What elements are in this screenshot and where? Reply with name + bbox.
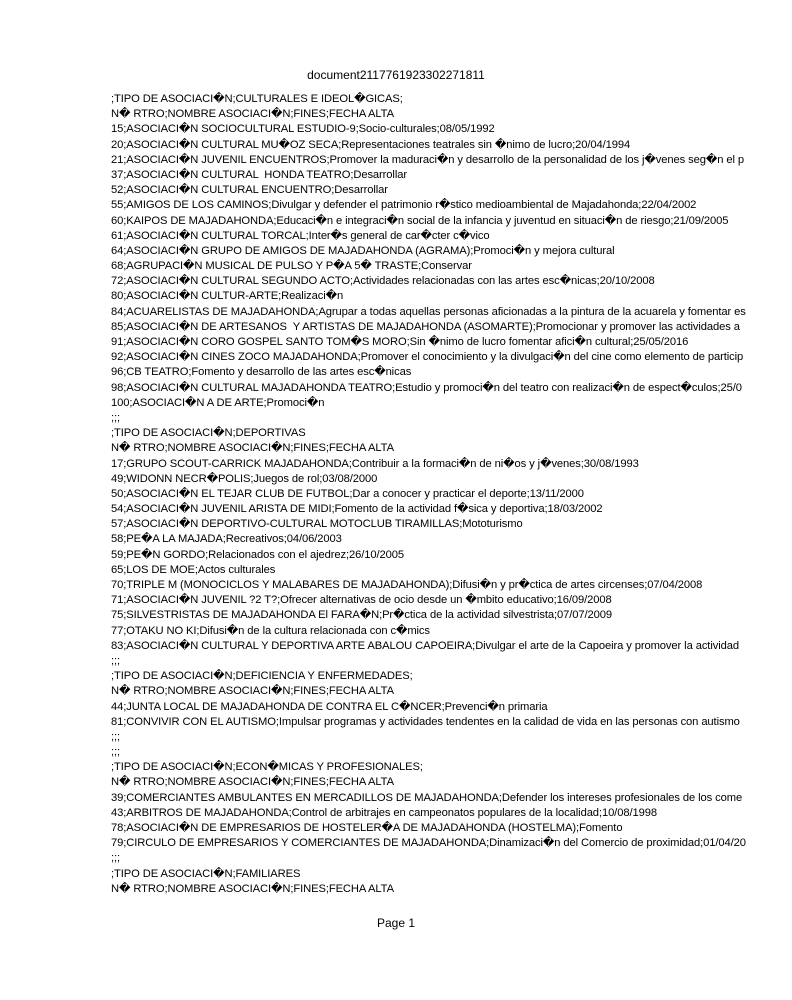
document-line: 71;ASOCIACI�N JUVENIL ?2 T?;Ofrecer alternativas de ocio desde un �mbito educativo;16/09/2008 — [111, 594, 612, 607]
document-line: ;;; — [111, 654, 121, 667]
document-line: 44;JUNTA LOCAL DE MAJADAHONDA DE CONTRA EL C�NCER;Prevenci�n primaria — [111, 700, 548, 713]
document-line: 70;TRIPLE M (MONOCICLOS Y MALABARES DE MAJADAHONDA);Difusi�n y pr�ctica de artes circenses;07/04/2008 — [111, 579, 703, 591]
document-line: N� RTRO;NOMBRE ASOCIACI�N;FINES;FECHA ALTA — [111, 882, 394, 895]
document-line: 39;COMERCIANTES AMBULANTES EN MERCADILLOS DE MAJADAHONDA;Defender los intereses profesionales de los come — [111, 791, 743, 804]
document-line: 54;ASOCIACI�N JUVENIL ARISTA DE MIDI;Fomento de la actividad f�sica y deportiva;18/03/2002 — [111, 503, 603, 516]
document-line: 77;OTAKU NO KI;Difusi�n de la cultura relacionada con c�mics — [111, 624, 430, 637]
document-line: 58;PE�A LA MAJADA;Recreativos;04/06/2003 — [111, 533, 342, 546]
document-line: 60;KAIPOS DE MAJADAHONDA;Educaci�n e integraci�n social de la infancia y juventud en situaci�n de riesgo;21/09/2005 — [111, 214, 729, 227]
document-line: 37;ASOCIACI�N CULTURAL HONDA TEATRO;Desarrollar — [111, 168, 407, 181]
document-line: 72;ASOCIACI�N CULTURAL SEGUNDO ACTO;Actividades relacionadas con las artes esc�nicas;20/10/2008 — [111, 275, 655, 288]
document-body — [111, 92, 792, 897]
document-line: ;TIPO DE ASOCIACI�N;DEFICIENCIA Y ENFERMEDADES; — [111, 670, 413, 683]
document-line: 100;ASOCIACI�N A DE ARTE;Promoci�n — [111, 396, 325, 409]
document-line: ;;; — [111, 411, 121, 424]
document-line: ;TIPO DE ASOCIACI�N;ECON�MICAS Y PROFESIONALES; — [111, 761, 423, 774]
document-line: 17;GRUPO SCOUT-CARRICK MAJADAHONDA;Contribuir a la formaci�n de ni�os y j�venes;30/08/1993 — [111, 457, 639, 470]
document-line: 92;ASOCIACI�N CINES ZOCO MAJADAHONDA;Promover el conocimiento y la divulgaci�n del cine como elemento de particip — [111, 351, 744, 364]
document-line: 52;ASOCIACI�N CULTURAL ENCUENTRO;Desarrollar — [111, 184, 388, 197]
document-line: ;;; — [111, 730, 121, 743]
document-title: document2117761923302271811 — [307, 68, 485, 82]
document-line: 59;PE�N GORDO;Relacionados con el ajedrez;26/10/2005 — [111, 548, 404, 561]
document-line: 55;AMIGOS DE LOS CAMINOS;Divulgar y defender el patrimonio r�stico medioambiental de Majadahonda;22/04/2002 — [111, 199, 697, 212]
document-line: N� RTRO;NOMBRE ASOCIACI�N;FINES;FECHA ALTA — [111, 685, 394, 698]
document-line: 50;ASOCIACI�N EL TEJAR CLUB DE FUTBOL;Dar a conocer y practicar el deporte;13/11/2000 — [111, 487, 584, 500]
document-line: 49;WIDONN NECR�POLIS;Juegos de rol;03/08/2000 — [111, 472, 378, 485]
document-line: 43;ARBITROS DE MAJADAHONDA;Control de arbitrajes en campeonatos populares de la localidad;10/08/1998 — [111, 806, 657, 819]
document-line: 64;ASOCIACI�N GRUPO DE AMIGOS DE MAJADAHONDA (AGRAMA);Promoci�n y mejora cultural — [111, 244, 615, 257]
document-line: 57;ASOCIACI�N DEPORTIVO-CULTURAL MOTOCLUB TIRAMILLAS;Mototurismo — [111, 518, 523, 531]
document-line: N� RTRO;NOMBRE ASOCIACI�N;FINES;FECHA ALTA — [111, 108, 394, 121]
document-line: ;;; — [111, 746, 121, 759]
document-line: ;TIPO DE ASOCIACI�N;CULTURALES E IDEOL�GICAS; — [111, 93, 403, 105]
document-line: 81;CONVIVIR CON EL AUTISMO;Impulsar programas y actividades tendentes en la calidad de vida en las personas con autismo — [111, 715, 740, 728]
document-line: N� RTRO;NOMBRE ASOCIACI�N;FINES;FECHA ALTA — [111, 776, 394, 789]
document-line: 21;ASOCIACI�N JUVENIL ENCUENTROS;Promover la maduraci�n y desarrollo de la personalidad de los j�venes seg�n el p — [111, 153, 744, 166]
document-line: 80;ASOCIACI�N CULTUR-ARTE;Realizaci�n — [111, 290, 344, 303]
document-line: N� RTRO;NOMBRE ASOCIACI�N;FINES;FECHA ALTA — [111, 442, 394, 455]
document-line: 15;ASOCIACI�N SOCIOCULTURAL ESTUDIO-9;Socio-culturales;08/05/1992 — [111, 123, 495, 136]
document-line: 68;AGRUPACI�N MUSICAL DE PULSO Y P�A 5� TRASTE;Conservar — [111, 260, 472, 273]
document-line: 78;ASOCIACI�N DE EMPRESARIOS DE HOSTELER�A DE MAJADAHONDA (HOSTELMA);Fomento — [111, 822, 623, 834]
document-line: 20;ASOCIACI�N CULTURAL MU�OZ SECA;Representaciones teatrales sin �nimo de lucro;20/04/1994 — [111, 138, 631, 151]
document-line: ;;; — [111, 852, 121, 865]
document-line: 79;CIRCULO DE EMPRESARIOS Y COMERCIANTES DE MAJADAHONDA;Dinamizaci�n del Comercio de proximidad;01/04/20 — [111, 837, 746, 850]
document-line: 85;ASOCIACI�N DE ARTESANOS Y ARTISTAS DE MAJADAHONDA (ASOMARTE);Promocionar y promover las actividades a — [111, 320, 740, 333]
document-line: 91;ASOCIACI�N CORO GOSPEL SANTO TOM�S MORO;Sin �nimo de lucro fomentar afici�n cultural;25/05/2016 — [111, 336, 689, 348]
document-line: 75;SILVESTRISTAS DE MAJADAHONDA El FARA�N;Pr�ctica de la actividad silvestrista;07/07/2009 — [111, 609, 612, 622]
document-line: 61;ASOCIACI�N CULTURAL TORCAL;Inter�s general de car�cter c�vico — [111, 229, 490, 242]
document-line: 96;CB TEATRO;Fomento y desarrollo de las artes esc�nicas — [111, 366, 412, 379]
document-line: 84;ACUARELISTAS DE MAJADAHONDA;Agrupar a todas aquellas personas aficionadas a la pintura de la acuarela y fomentar es — [111, 305, 746, 318]
document-line: ;TIPO DE ASOCIACI�N;FAMILIARES — [111, 867, 301, 880]
document-line: 98;ASOCIACI�N CULTURAL MAJADAHONDA TEATRO;Estudio y promoci�n del teatro con realizaci�n de espect�culos;25/0 — [111, 381, 742, 394]
document-line: ;TIPO DE ASOCIACI�N;DEPORTIVAS — [111, 427, 306, 440]
document-line: 65;LOS DE MOE;Actos culturales — [111, 563, 276, 576]
page-number: Page 1 — [376, 916, 416, 930]
document-line: 83;ASOCIACI�N CULTURAL Y DEPORTIVA ARTE ABALOU CAPOEIRA;Divulgar el arte de la Capoeira y promover la actividad — [111, 639, 739, 652]
